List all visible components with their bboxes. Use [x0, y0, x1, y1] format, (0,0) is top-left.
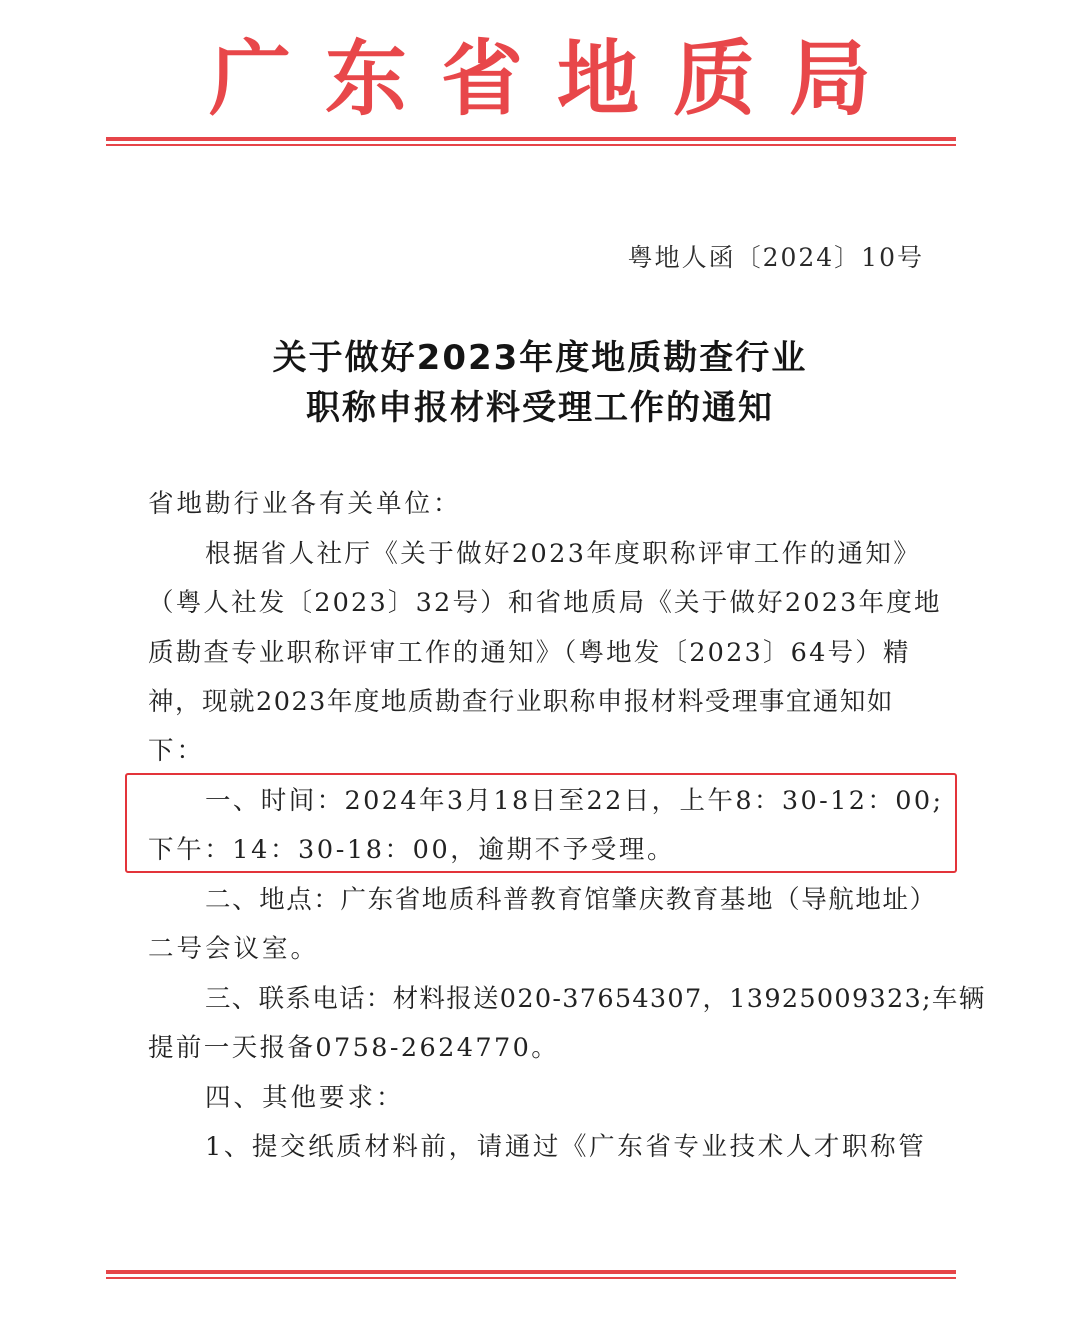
document-title-line-2: 职称申报材料受理工作的通知 — [306, 388, 774, 428]
section-location-line-1: 二、地点：广东省地质科普教育馆肇庆教育基地（导航地址） — [205, 885, 937, 915]
document-title-line-1: 关于做好2023年度地质勘查行业 — [272, 338, 808, 378]
footer-rule — [106, 1270, 956, 1279]
section-contact-line-1: 三、联系电话：材料报送020-37654307，13925009323;车辆 — [205, 984, 986, 1014]
section-location-line-2: 二号会议室。 — [148, 934, 320, 964]
letterhead-org-name: 广东省地质局 — [208, 32, 905, 127]
section-contact-line-2: 提前一天报备0758-2624770。 — [148, 1033, 560, 1063]
section-other-item-1: 1、提交纸质材料前，请通过《广东省专业技术人才职称管 — [205, 1132, 927, 1162]
salutation: 省地勘行业各有关单位： — [148, 489, 462, 519]
section-time-line-1: 一、时间：2024年3月18日至22日，上午8：30-12：00; — [205, 786, 944, 816]
body-line-1: 根据省人社厅《关于做好2023年度职称评审工作的通知》 — [205, 539, 922, 569]
section-time-line-2: 下午：14：30-18：00，逾期不予受理。 — [148, 835, 676, 865]
highlight-box — [125, 773, 957, 873]
letterhead — [0, 30, 1080, 130]
section-other-heading: 四、其他要求： — [205, 1083, 405, 1113]
document-number: 粤地人函〔2024〕10号 — [627, 243, 924, 272]
body-line-4: 神，现就2023年度地质勘查行业职称申报材料受理事宜通知如 — [148, 687, 894, 717]
letterhead-rule-top — [106, 137, 956, 146]
body-line-3: 质勘查专业职称评审工作的通知》（粤地发〔2023〕64号）精 — [148, 638, 911, 668]
body-line-5: 下： — [148, 736, 206, 766]
body-line-2: （粤人社发〔2023〕32号）和省地质局《关于做好2023年度地 — [148, 588, 942, 618]
